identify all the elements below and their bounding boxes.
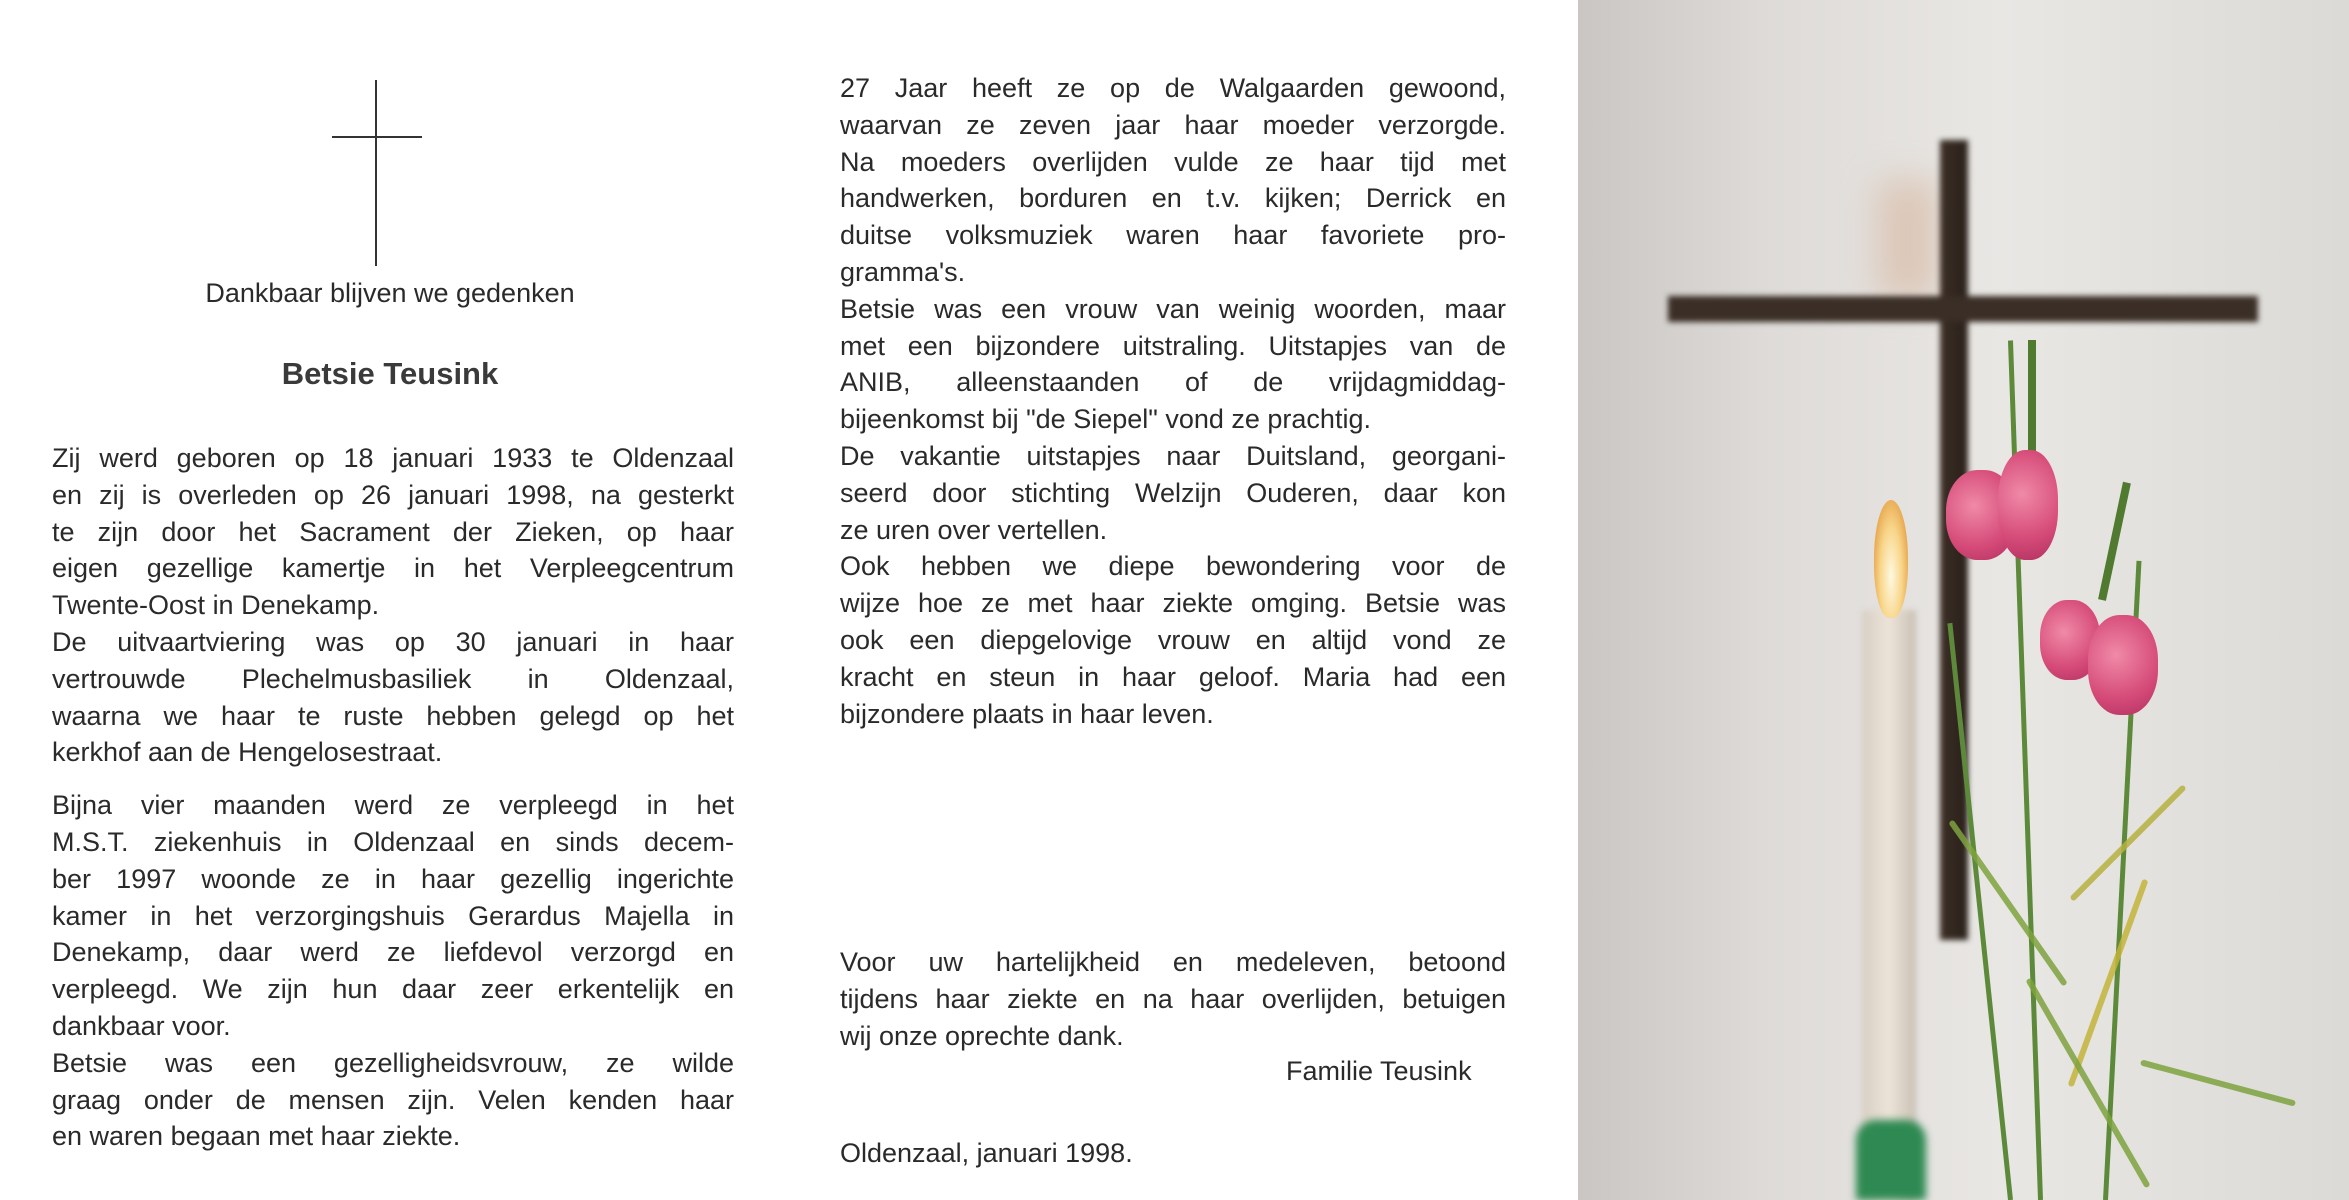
text-line: M.S.T. ziekenhuis in Oldenzaal en sinds decem- bbox=[52, 826, 734, 857]
text-line: verpleegd. We zijn hun daar zeer erkentelijk en bbox=[52, 974, 734, 1005]
family-signature: Familie Teusink bbox=[1286, 1056, 1472, 1086]
text-line: waarvan ze zeven jaar haar moeder verzorgde. bbox=[840, 109, 1506, 140]
paragraph bbox=[52, 624, 734, 771]
paragraph bbox=[840, 70, 1506, 291]
photo-shadow bbox=[1878, 180, 1938, 300]
text-line: Bijna vier maanden werd ze verpleegd in het bbox=[52, 790, 734, 821]
text-line: Zij werd geboren op 18 januari 1933 te Oldenzaal bbox=[52, 443, 734, 473]
text-line: graag onder de mensen zijn. Velen kenden haar bbox=[52, 1084, 734, 1115]
text-line: Ook hebben we diepe bewondering voor de bbox=[840, 551, 1506, 582]
paragraph bbox=[840, 944, 1506, 1054]
deceased-name: Betsie Teusink bbox=[281, 356, 499, 391]
text-line: ber 1997 woonde ze in haar gezellig ingerichte bbox=[52, 863, 734, 894]
photo-leaf bbox=[2068, 879, 2149, 1088]
text-line: wij onze oprechte dank. bbox=[840, 1020, 1124, 1051]
text-line: tijdens haar ziekte en na haar overlijden, betuigen bbox=[840, 983, 1506, 1014]
text-line: kracht en steun in haar geloof. Maria had een bbox=[840, 661, 1506, 692]
paragraph bbox=[52, 1045, 734, 1155]
text-line: seerd door stichting Welzijn Ouderen, daar kon bbox=[840, 477, 1506, 508]
text-line: ANIB, alleenstaanden of de vrijdagmiddag- bbox=[840, 367, 1506, 398]
left-column-text bbox=[52, 440, 734, 1155]
text-line: waarna we haar te ruste hebben gelegd op het bbox=[52, 700, 734, 731]
text-line: gramma's. bbox=[840, 256, 966, 287]
photo-candle-flame bbox=[1874, 500, 1908, 618]
thanks-text bbox=[840, 944, 1506, 1054]
photo-candle bbox=[1862, 610, 1916, 1200]
photo-bud-spike bbox=[2098, 482, 2131, 601]
text-line: duitse volksmuziek waren haar favoriete pro- bbox=[840, 220, 1506, 251]
text-line: Betsie was een gezelligheidsvrouw, ze wilde bbox=[52, 1047, 734, 1078]
text-line: ze uren over vertellen. bbox=[840, 514, 1108, 545]
text-line: De vakantie uitstapjes naar Duitsland, georgani- bbox=[840, 440, 1506, 471]
middle-column-text bbox=[840, 70, 1506, 732]
text-line: 27 Jaar heeft ze op de Walgaarden gewoond, bbox=[840, 73, 1506, 103]
text-line: bijeenkomst bij "de Siepel" vond ze prachtig. bbox=[840, 404, 1371, 435]
text-line: en zij is overleden op 26 januari 1998, na gesterkt bbox=[52, 479, 734, 510]
text-line: wijze hoe ze met haar ziekte omging. Betsie was bbox=[840, 588, 1506, 619]
paragraph bbox=[840, 438, 1506, 548]
cross-vertical bbox=[375, 80, 377, 266]
paragraph bbox=[52, 440, 734, 624]
photo-cross-horizontal bbox=[1668, 296, 2258, 322]
text-line: Betsie was een vrouw van weinig woorden, maar bbox=[840, 293, 1506, 324]
text-line: ook een diepgelovige vrouw en altijd vond ze bbox=[840, 624, 1506, 655]
photo-green-vase bbox=[1856, 1120, 1926, 1200]
photo-leaf bbox=[2140, 1059, 2296, 1106]
text-line: handwerken, borduren en t.v. kijken; Derrick en bbox=[840, 183, 1506, 214]
paragraph bbox=[840, 291, 1506, 438]
text-line: met een bijzondere uitstraling. Uitstapjes van de bbox=[840, 330, 1506, 361]
text-line: Voor uw hartelijkheid en medeleven, betoond bbox=[840, 947, 1506, 977]
paragraph bbox=[840, 548, 1506, 732]
place-date: Oldenzaal, januari 1998. bbox=[840, 1138, 1133, 1168]
text-line: te zijn door het Sacrament der Zieken, op haar bbox=[52, 516, 734, 547]
text-line: Denekamp, daar werd ze liefdevol verzorgd en bbox=[52, 937, 734, 968]
text-line: en waren begaan met haar ziekte. bbox=[52, 1121, 461, 1152]
text-line: bijzondere plaats in haar leven. bbox=[840, 698, 1214, 729]
photo-flower bbox=[1998, 450, 2058, 560]
paragraph bbox=[52, 787, 734, 1045]
cross-horizontal bbox=[332, 136, 422, 138]
photo-leaf bbox=[2025, 978, 2150, 1189]
text-line: eigen gezellige kamertje in het Verpleegcentrum bbox=[52, 553, 734, 584]
text-line: Twente-Oost in Denekamp. bbox=[52, 590, 380, 621]
text-line: kerkhof aan de Hengelosestraat. bbox=[52, 737, 443, 768]
text-line: kamer in het verzorgingshuis Gerardus Majella in bbox=[52, 900, 734, 931]
text-line: dankbaar voor. bbox=[52, 1010, 231, 1041]
text-line: vertrouwde Plechelmusbasiliek in Oldenzaal, bbox=[52, 663, 734, 694]
paragraph-gap bbox=[52, 771, 734, 787]
text-line: Na moeders overlijden vulde ze haar tijd met bbox=[840, 146, 1506, 177]
photo-cross-candle-flowers bbox=[1578, 0, 2349, 1200]
remembrance-line: Dankbaar blijven we gedenken bbox=[205, 278, 575, 308]
photo-flower bbox=[2088, 615, 2158, 715]
text-line: De uitvaartviering was op 30 januari in haar bbox=[52, 626, 734, 657]
